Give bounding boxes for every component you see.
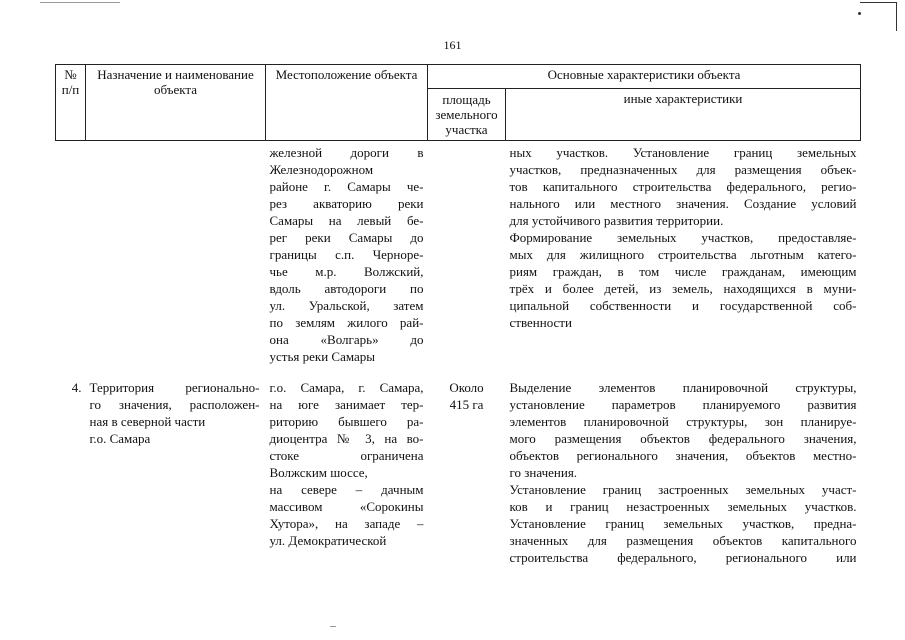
text-line: для устойчивого развития территории. [509,213,724,228]
text-line: мых для жилищного строительства льготным катего- [509,247,857,262]
header-characteristics: Основные характеристики объекта [428,65,861,89]
text-line: Железнодорожном [269,162,374,177]
text-line: Территория регионально- [89,380,260,395]
text-line: объектов регионального значения, объектов местно- [509,448,857,463]
row-spacer [56,365,861,379]
text-line: г.о. Самара [89,431,151,446]
text-line: ная в северной части [89,414,206,429]
text-line: Хутора», на западе – [269,516,424,531]
text-line: ных участков. Установление границ земельных [509,145,857,160]
text-line: значенных для размещения объектов капитального [509,533,857,548]
text-line: участков, предназначенных для размещения объек- [509,162,857,177]
scan-artifact-line [40,2,120,3]
header-other: иные характеристики [506,89,861,141]
name-cell [86,379,266,566]
text-line: Формирование земельных участков, предоставляе- [509,230,857,245]
text-line: границы с.п. Черноре- [269,247,424,262]
planning-table [55,64,861,566]
text-line: рез акваторию реки [269,196,424,211]
text-line: Выделение элементов планировочной структуры, [509,380,857,395]
text-line: тов капитального строительства федерального, регио- [509,179,857,194]
header-num: № п/п [56,65,86,141]
page-number: 161 [443,38,462,52]
area-text: 415 га [449,397,484,412]
text-line: железной дороги в [269,145,424,160]
text-line: ул. Демократической [269,533,387,548]
text-line: стоке ограничена [269,448,424,463]
text-line: на севере – дачным [269,482,424,497]
text-line: Установление границ земельных участков, предна- [509,516,857,531]
text-line: риям граждан, в том числе гражданам, имеющим [509,264,857,279]
text-line: риторию бывшего ра- [269,414,424,429]
text-line: на юге занимает тер- [269,397,424,412]
text-line: го значения, расположен- [89,397,260,412]
text-line: г.о. Самара, г. Самара, [269,380,424,395]
text-line: ул. Уральской, затем [269,298,424,313]
text-line: массивом «Сорокины [269,499,424,514]
header-location: Местоположение объекта [266,65,428,141]
text-line: го значения. [509,465,578,480]
scan-artifact-line [330,626,336,627]
num-cell [56,141,86,366]
text-line: по землям жилого рай- [269,315,424,330]
other-cell [506,379,861,566]
area-text: Около [449,380,484,395]
text-line: диоцентра № 3, на во- [269,431,424,446]
text-line: ственности [509,315,572,330]
text-line: трёх и более детей, из земель, находящихся в муни- [509,281,857,296]
area-cell [428,379,506,566]
text-line: ков и границ незастроенных земельных участков. [509,499,857,514]
text-line: нального или местного значения. Создание условий [509,196,857,211]
scan-dot [858,12,861,15]
text-line: установление параметров планируемого развития [509,397,857,412]
text-line: элементов планировочной структуры, зон планируе- [509,414,857,429]
text-line: Волжским шоссе, [269,465,368,480]
location-cell [266,379,428,566]
text-line: ципальной собственности и государственной соб- [509,298,857,313]
location-cell [266,141,428,366]
other-cell [506,141,861,366]
name-cell [86,141,266,366]
table-row-4 [56,379,861,566]
area-cell [428,141,506,366]
text-line: рег реки Самары до [269,230,424,245]
text-line: Самары на левый бе- [269,213,424,228]
text-line: строительства федерального, регионального или [509,550,857,565]
header-area: площадь земельного участка [428,89,506,141]
text-line: районе г. Самары че- [269,179,424,194]
text-line: устья реки Самары [269,349,375,364]
scan-corner-mark [860,2,897,31]
header-name: Назначение и наименование объекта [86,65,266,141]
table-row-continuation [56,141,861,366]
text-line: мого размещения объектов федерального значения, [509,431,857,446]
row-number: 4. [71,380,82,395]
text-line: она «Волгарь» до [269,332,424,347]
text-line: вдоль автодороги по [269,281,424,296]
text-line: Установление границ застроенных земельных участ- [509,482,857,497]
text-line: чье м.р. Волжский, [269,264,424,279]
